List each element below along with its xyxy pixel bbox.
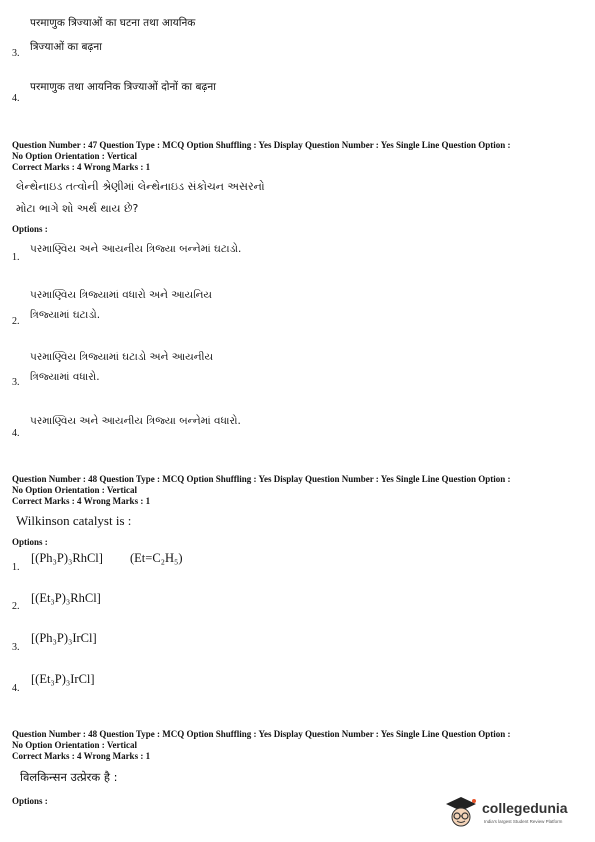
q48a-option-4-number: 4. bbox=[12, 683, 20, 694]
q48a-option-3-formula: [(Ph₃P)₃IrCl] bbox=[31, 631, 97, 645]
brand-tagline: India's largest Student Review Platform bbox=[484, 819, 563, 824]
mascot-logo-icon bbox=[444, 795, 478, 831]
q48b-marks: Correct Marks : 4 Wrong Marks : 1 bbox=[12, 751, 151, 761]
q48a-question: Wilkinson catalyst is : bbox=[16, 513, 132, 528]
option-3-number: 3. bbox=[12, 48, 20, 59]
q47-option-3-number: 3. bbox=[12, 377, 20, 388]
q47-option-3-line2: ત્રિજ્યામાં વધારો. bbox=[30, 371, 100, 383]
q48b-options-label: Options : bbox=[12, 796, 48, 806]
q48a-option-2-formula: [(Et₃P)₃RhCl] bbox=[31, 591, 101, 605]
q48b-header-line1: Question Number : 48 Question Type : MCQ Option Shuffling : Yes Display Question Number : Yes Single Line Question Option : bbox=[12, 729, 511, 739]
option-4-line1: परमाणुक तथा आयनिक त्रिज्याओं दोनों का बढ़ना bbox=[30, 81, 216, 93]
q48b-question: विलकिन्सन उत्प्रेरक है : bbox=[20, 770, 118, 784]
q48a-option-4-formula: [(Et₃P)₃IrCl] bbox=[31, 672, 95, 686]
q48a-option-1-formula: [(Ph₃P)₃RhCl] bbox=[31, 551, 103, 565]
q47-question-line2: મોટા ભાગે શો અર્થ થાય છે? bbox=[16, 202, 139, 215]
q48a-option-1-note: (Et=C₂H₅) bbox=[130, 551, 183, 565]
q48a-option-3-number: 3. bbox=[12, 642, 20, 653]
q47-header-line2: No Option Orientation : Vertical bbox=[12, 151, 137, 161]
q47-question-line1: લેન્થેનાઇડ તત્વોની શ્રેણીમાં લેન્થેનાઇડ સંકોચન અસરનો bbox=[16, 180, 265, 193]
q48a-option-1-number: 1. bbox=[12, 562, 20, 573]
q48a-option-2-number: 2. bbox=[12, 601, 20, 612]
option-4-number: 4. bbox=[12, 93, 20, 104]
q48a-options-label: Options : bbox=[12, 537, 48, 547]
brand-name: collegedunia bbox=[482, 800, 568, 816]
q48a-header-line2: No Option Orientation : Vertical bbox=[12, 485, 137, 495]
q47-option-2-line1: પરમાણ્વિય ત્રિજ્યામાં વધારો અને આયનિય bbox=[30, 289, 213, 301]
q47-options-label: Options : bbox=[12, 224, 48, 234]
q47-option-3-line1: પરમાણ્વિય ત્રિજ્યામાં ઘટાડો અને આયનીય bbox=[30, 351, 214, 363]
collegedunia-watermark bbox=[444, 795, 584, 831]
q48a-header-line1: Question Number : 48 Question Type : MCQ Option Shuffling : Yes Display Question Number : Yes Single Line Question Option : bbox=[12, 474, 511, 484]
q47-option-1-text: પરમાણ્વિય અને આયનીય ત્રિજ્યા બન્નેમાં ઘટાડો. bbox=[30, 243, 242, 255]
q48b-header-line2: No Option Orientation : Vertical bbox=[12, 740, 137, 750]
q47-option-4-text: પરમાણ્વિય અને આયનીય ત્રિજ્યા બન્નેમાં વધારો. bbox=[30, 415, 241, 427]
q47-option-2-number: 2. bbox=[12, 316, 20, 327]
option-3-line2: त्रिज्याओं का बढ़ना bbox=[30, 41, 102, 53]
option-3-line1: परमाणुक त्रिज्याओं का घटना तथा आयनिक bbox=[30, 17, 196, 29]
q47-marks: Correct Marks : 4 Wrong Marks : 1 bbox=[12, 162, 151, 172]
q47-header-line1: Question Number : 47 Question Type : MCQ Option Shuffling : Yes Display Question Number : Yes Single Line Question Option : bbox=[12, 140, 511, 150]
q48a-marks: Correct Marks : 4 Wrong Marks : 1 bbox=[12, 496, 151, 506]
q47-option-1-number: 1. bbox=[12, 252, 20, 263]
q47-option-4-number: 4. bbox=[12, 428, 20, 439]
q47-option-2-line2: ત્રિજ્યામાં ઘટાડો. bbox=[30, 309, 101, 321]
